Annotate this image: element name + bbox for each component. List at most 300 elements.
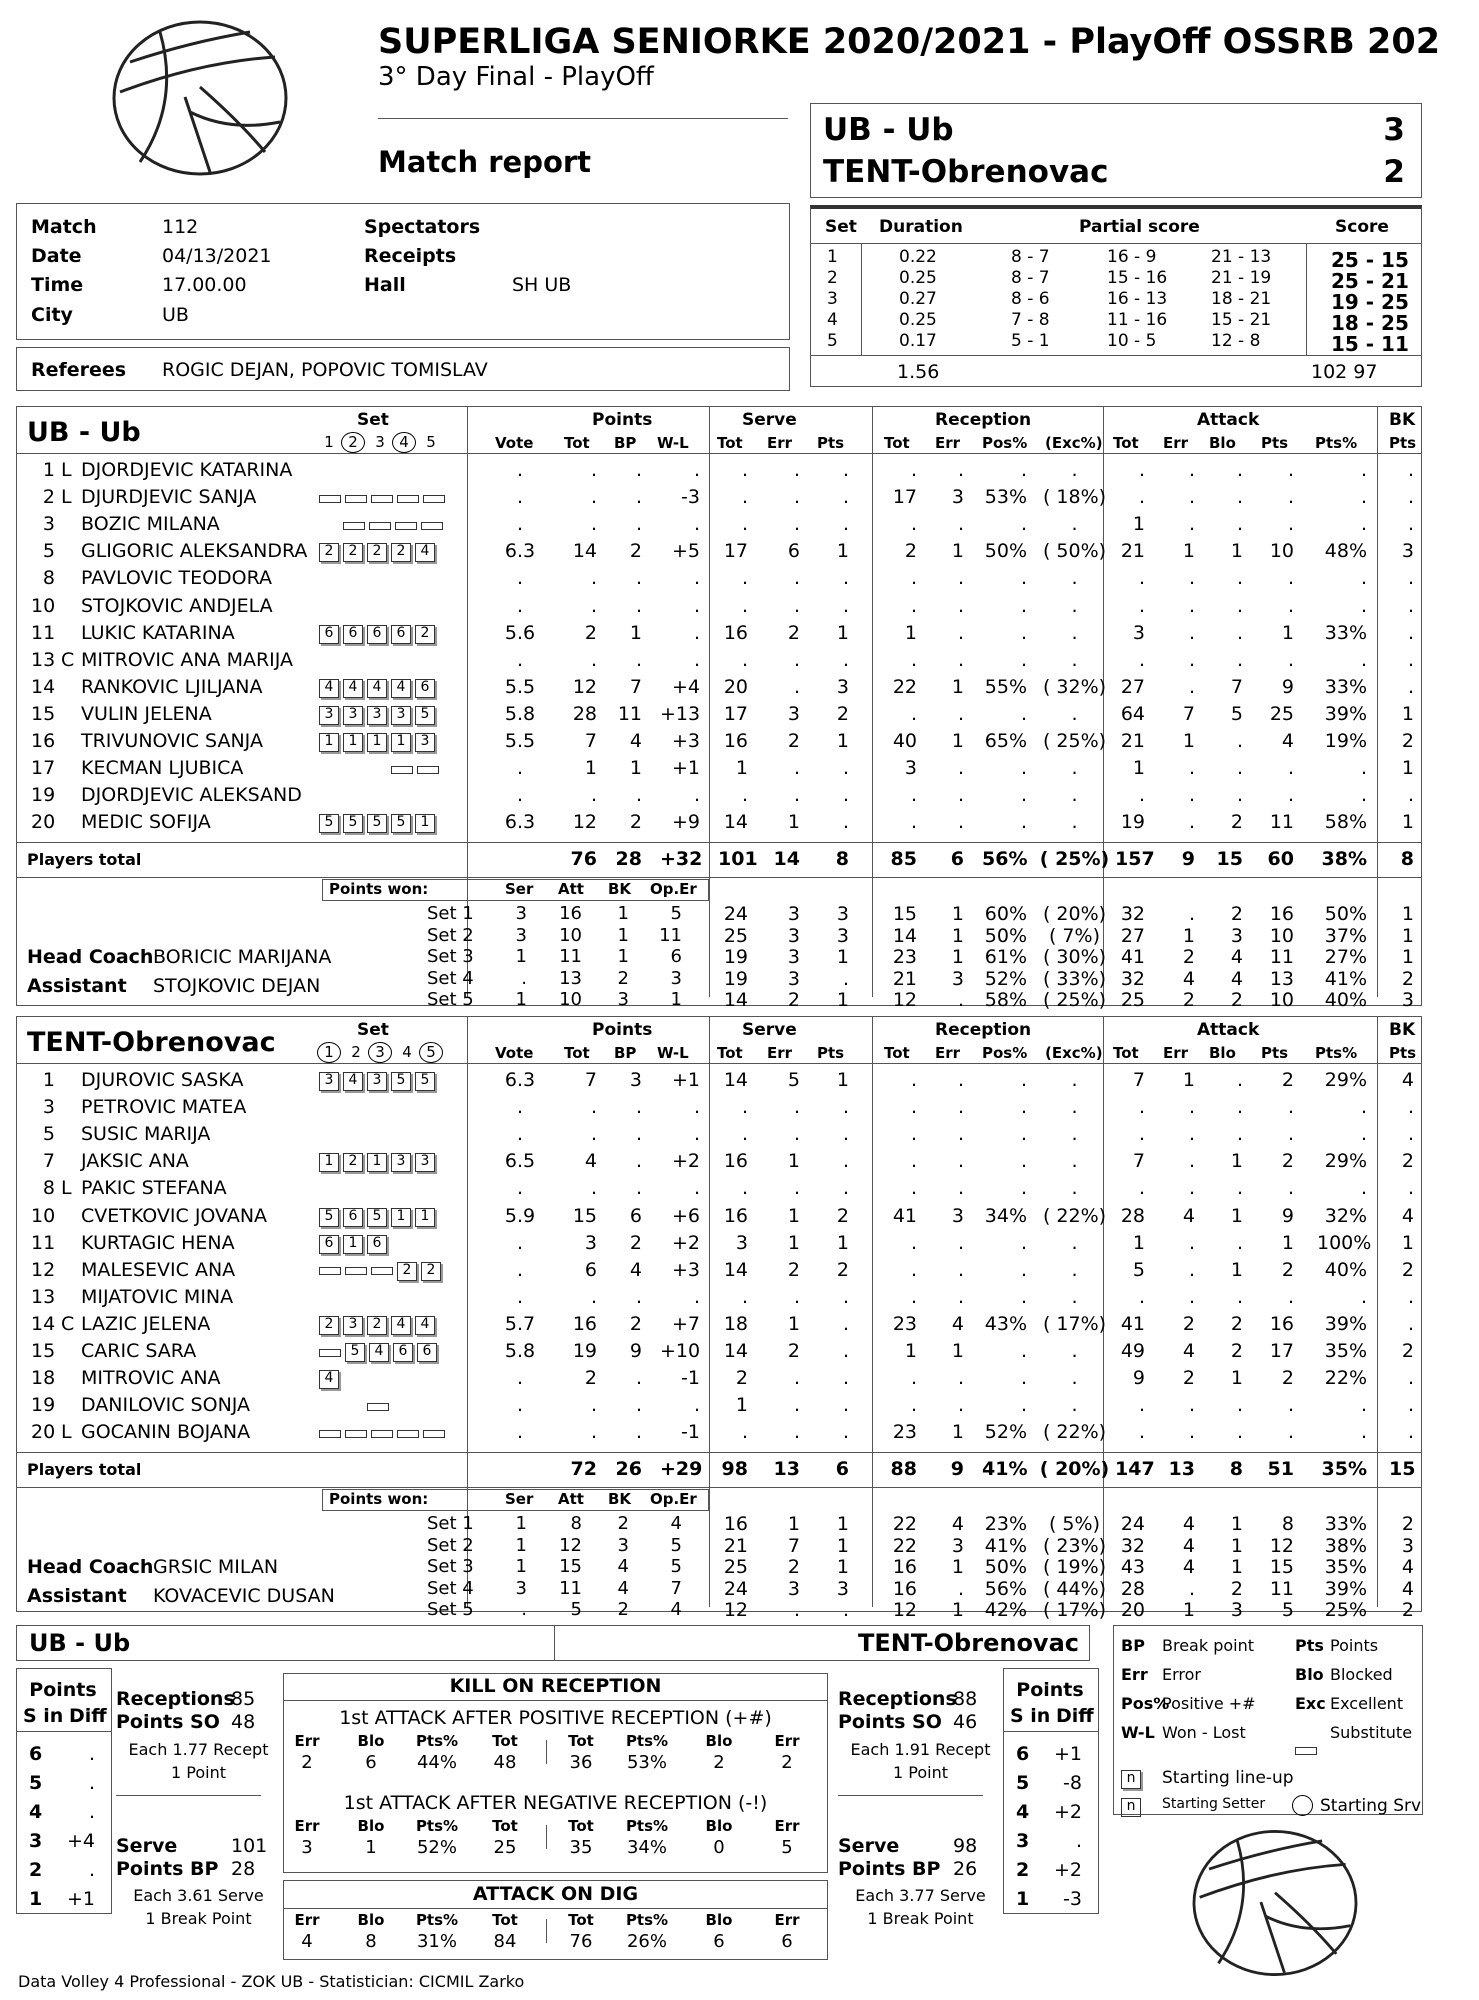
player-bk: 2 [1401,1258,1414,1281]
total-points: 102 97 [1311,361,1378,383]
player-serr: . [793,757,800,780]
player-wl: +9 [671,811,700,834]
set-stat-spts: . [842,967,849,990]
player-rerr: . [957,1367,964,1390]
player-bp: . [635,1421,642,1444]
kill-col-header: Blo [357,1911,385,1929]
player-ptot: 1 [584,757,597,780]
set-number: 5 [426,433,436,451]
operr-header: Op.Er [650,880,697,899]
away-rotation-box [1003,1668,1099,1914]
partial-score: 16 - 9 [1107,247,1157,267]
kill-col-value: 44% [416,1752,457,1773]
player-bk: . [1407,1312,1414,1335]
wl-header: W-L [657,434,689,452]
player-rerr: . [957,648,964,671]
player-bp: . [635,784,642,807]
player-serr: . [793,1421,800,1444]
player-rerr: . [957,594,964,617]
player-name: MALESEVIC ANA [81,1258,236,1281]
player-spts: 2 [836,1258,849,1281]
starting-position: 2 [367,1316,387,1335]
player-ablo: 1 [1230,1258,1243,1281]
set-stat-att: 12 [559,1534,582,1556]
player-ablo: 1 [1230,1367,1243,1390]
set-stat-bk: 4 [617,1556,629,1578]
player-serr: . [793,675,800,698]
player-aptsp: 100% [1317,1231,1372,1254]
player-ablo: . [1236,567,1243,590]
player-bk: . [1407,594,1414,617]
player-bp: . [635,513,642,536]
kill-col-value: 34% [626,1837,667,1858]
player-wl: +1 [671,1069,700,1091]
player-spts: . [842,811,849,834]
serve-label: Serve [116,1835,178,1857]
player-atot: 1 [1132,757,1145,780]
kill-col-header: Tot [568,1817,594,1835]
player-wl: +3 [671,730,700,752]
column-divider [872,407,873,997]
kill-col-value: 52% [416,1837,457,1858]
set-stat-aptsp: 38% [1324,1534,1367,1557]
set-number-row [317,1040,446,1063]
substitute-marker [421,522,443,530]
player-set-rotations [319,677,439,699]
player-wl: . [693,621,700,644]
player-ptot: . [590,459,597,481]
player-spts: . [842,757,849,780]
kill-col-header: Tot [568,1732,594,1750]
tot-header: Tot [884,1044,910,1062]
rotation-diff: +4 [66,1830,95,1852]
player-bp: . [635,1177,642,1200]
total-atot: 157 [1115,848,1155,871]
player-aptsp: 39% [1324,1312,1367,1335]
total-rexc: ( 20%) [1039,1458,1110,1481]
set-stats-label: Set 3 [427,1556,474,1578]
player-vote: . [516,1285,524,1308]
player-aptsp: 58% [1324,811,1367,834]
total-ablo: 8 [1229,1458,1243,1481]
starting-position: 6 [319,1235,339,1254]
player-ptot: . [590,1177,597,1200]
match-date: 04/13/2021 [162,245,272,267]
player-rpos: . [1020,1123,1027,1146]
starting-position: 5 [415,1072,435,1091]
assistant-name: KOVACEVIC DUSAN [153,1585,335,1608]
report-title: SUPERLIGA SENIORKE 2020/2021 - PlayOff OSSRB 202 [378,22,1441,62]
set-stat-serr: 3 [787,903,800,926]
player-serr: . [793,1123,800,1146]
set-number-row [317,430,443,453]
set-stat-spts: 3 [836,903,849,926]
player-number: 5 [42,540,55,563]
player-rexc: ( 17%) [1042,1312,1107,1335]
player-aerr: 7 [1182,702,1195,725]
set-stat-bk: 4 [1401,1577,1414,1600]
substitute-marker [343,522,365,530]
player-role: C [61,1312,75,1335]
player-aerr: . [1188,1285,1195,1308]
tot-header: Tot [1113,434,1139,452]
rotation-diff: . [88,1859,95,1881]
kill-col-value: 36 [569,1752,593,1773]
player-rexc: . [1071,459,1078,481]
set-stat-stot: 12 [723,1599,748,1622]
partial-score: 5 - 1 [1011,331,1050,351]
total-aptsp: 38% [1321,848,1367,871]
player-apts: 2 [1281,1150,1294,1173]
team-name: TENT-Obrenovac [27,1027,276,1058]
rotation-serve-index: 4 [29,1801,43,1823]
rec-value: 88 [953,1688,978,1710]
set-stat-rerr: 3 [951,967,964,990]
player-spts: . [842,459,849,481]
set-stat-rerr: 1 [951,1599,964,1622]
player-ptot: 6 [584,1258,597,1281]
player-ablo: . [1236,784,1243,807]
player-stot: . [741,784,748,807]
player-wl: +7 [671,1312,700,1335]
rotation-serve-index: 5 [1016,1772,1030,1794]
set-stat-rpos: 61% [984,946,1027,969]
player-bk: 4 [1401,1069,1414,1091]
time-label: Time [31,274,84,296]
set-stat-serr: 7 [787,1534,800,1557]
set-number: 2 [341,432,365,453]
player-wl: +5 [671,540,700,563]
player-bp: . [635,459,642,481]
partial-score: 18 - 21 [1211,289,1272,309]
player-atot: 28 [1120,1204,1145,1227]
player-vote: 5.5 [504,675,536,698]
player-bp: . [635,567,642,590]
set-stat-rexc: ( 30%) [1042,946,1107,969]
player-rtot: . [910,459,917,481]
rotation-serve-index: 2 [29,1859,43,1881]
substitute-marker [397,495,419,503]
player-rexc: ( 18%) [1042,486,1107,509]
player-bp: 9 [629,1340,642,1362]
player-rtot: 1 [904,621,917,644]
set-stat-rexc: ( 23%) [1042,1534,1107,1557]
player-ptot: 4 [584,1150,597,1173]
player-aerr: 4 [1182,1204,1195,1227]
set-stat-serr: 1 [787,1513,800,1536]
set-stat-stot: 14 [723,989,748,1012]
set-stat-apts: 11 [1269,946,1294,969]
player-rerr: . [957,1231,964,1254]
set-stat-rerr: 4 [951,1513,964,1536]
player-atot: 41 [1120,1312,1145,1335]
substitute-marker [319,1430,341,1438]
player-aerr: . [1188,459,1195,481]
player-vote: . [516,1367,524,1390]
player-set-rotations [319,1368,439,1390]
total-ptot: 76 [570,848,597,871]
player-bp: 6 [629,1204,642,1227]
player-ptot: 19 [572,1340,597,1362]
player-stot: . [741,567,748,590]
set-stat-ser: 1 [515,1534,527,1556]
player-wl: +1 [671,757,700,780]
player-stot: . [741,1123,748,1146]
summary-team-header [16,1625,1090,1661]
starting-position: 3 [319,706,339,725]
substitute-marker [319,1349,341,1357]
player-wl: -1 [681,1367,700,1390]
sets-divider [811,355,1421,356]
total-apts: 60 [1267,848,1294,871]
player-vote: . [516,1123,524,1146]
player-apts: 1 [1281,621,1294,644]
reception-header: Reception [935,1020,1032,1040]
starting-position: 2 [343,1153,363,1172]
player-serr: . [793,486,800,509]
bp-label: Points BP [838,1858,941,1880]
player-bk: 4 [1401,1204,1414,1227]
set-stat-bk: 2 [1401,1513,1414,1536]
home-sets-won: 3 [1383,112,1405,148]
player-aptsp: . [1360,486,1367,509]
player-number: 18 [31,1367,56,1390]
player-serr: . [793,513,800,536]
rotation-sin-label: S in [1010,1705,1051,1727]
starting-position: 1 [415,1208,435,1227]
player-rpos: 53% [984,486,1027,509]
player-aerr: . [1188,648,1195,671]
substitute-marker [391,766,413,774]
set-stat-atot: 25 [1120,989,1145,1012]
column-divider [709,407,710,997]
player-atot: 9 [1132,1367,1145,1390]
total-duration: 1.56 [897,361,940,383]
player-name: LAZIC JELENA [81,1312,211,1335]
player-apts: 9 [1281,1204,1294,1227]
player-bk: . [1407,1367,1414,1390]
set-stat-aptsp: 50% [1324,903,1367,926]
player-vote: . [516,757,524,780]
ser-header: Ser [505,1490,534,1509]
player-atot: 3 [1132,621,1145,644]
set-header: Set [357,1020,389,1040]
player-set-rotations [319,812,439,834]
starting-position: 4 [367,679,387,698]
player-ablo: . [1236,1177,1243,1200]
rotation-serve-index: 5 [29,1772,43,1794]
set-stat-aerr: 1 [1182,1599,1195,1622]
player-aerr: 1 [1182,730,1195,752]
total-divider [17,877,1421,878]
starting-position: 3 [391,1153,411,1172]
player-apts: 16 [1269,1312,1294,1335]
player-name: CVETKOVIC JOVANA [81,1204,268,1227]
each-recept: Each 1.77 Recept [128,1740,269,1759]
set-stat-rtot: 15 [892,903,917,926]
player-bk: . [1407,1177,1414,1200]
kill-col-value: 0 [713,1837,725,1858]
player-bp: 4 [629,1258,642,1281]
set-score: 19 - 25 [1331,290,1409,314]
player-spts: . [842,1367,849,1390]
player-name: PAVLOVIC TEODORA [81,567,273,590]
partial-score: 21 - 19 [1211,268,1272,288]
player-number: 1 [42,459,55,481]
player-rexc: . [1071,757,1078,780]
player-apts: 25 [1269,702,1294,725]
set-stat-aptsp: 41% [1324,967,1367,990]
player-atot: . [1138,784,1145,807]
player-aptsp: . [1360,567,1367,590]
partial-score: 21 - 13 [1211,247,1272,267]
player-ptot: . [590,784,597,807]
starting-position: 3 [415,1153,435,1172]
player-serr: . [793,1285,800,1308]
set-stat-rerr: 1 [951,924,964,947]
player-rerr: . [957,1069,964,1091]
player-bk: . [1407,513,1414,536]
player-rexc: ( 32%) [1042,675,1107,698]
legend-value: Points [1330,1636,1379,1655]
pts-header: Pts [1261,1044,1289,1062]
column-divider [1377,1017,1378,1607]
total-bk: 8 [1400,848,1414,871]
set-score: 25 - 21 [1331,269,1409,293]
total-spts: 8 [835,848,849,871]
set-stat-aerr: 1 [1182,924,1195,947]
player-set-rotations [319,1260,445,1282]
players-total-label: Players total [27,850,142,870]
bk-header: BK [608,1490,632,1509]
player-vote: 5.9 [504,1204,536,1227]
player-vote: 5.8 [504,702,536,725]
kill-col-header: Blo [705,1732,733,1750]
player-set-rotations [319,623,439,645]
player-aptsp: 32% [1324,1204,1367,1227]
total-divider [17,1487,1421,1488]
set-stat-rtot: 16 [892,1556,917,1579]
legend-key: Exc [1295,1694,1326,1713]
player-wl: +10 [660,1340,701,1362]
player-rtot: 17 [892,486,917,509]
player-rerr: . [957,1258,964,1281]
player-rtot: 23 [892,1421,917,1444]
set-duration: 0.22 [899,247,937,267]
starting-position: 5 [367,814,387,833]
home-rotation-box [16,1668,112,1914]
exc-header: (Exc%) [1045,434,1103,452]
starting-position: 4 [343,679,363,698]
player-number: 13 [31,648,56,671]
date-label: Date [31,245,82,267]
player-rexc: . [1071,1258,1078,1281]
kill-col-value: 6 [781,1931,793,1952]
sets-table [810,205,1422,387]
player-wl: . [693,784,700,807]
set-stat-spts: 1 [836,946,849,969]
rec-label: Receptions [838,1688,957,1710]
set-stat-rexc: ( 5%) [1048,1513,1100,1536]
set-stat-rtot: 16 [892,1577,917,1600]
player-rexc: ( 25%) [1042,730,1107,752]
set-stat-bk: 1 [1401,924,1414,947]
player-vote: . [516,1258,524,1281]
player-vote: . [516,1231,524,1254]
starting-position: 4 [369,1343,389,1362]
vote-header: Vote [495,434,534,452]
player-rexc: . [1071,1096,1078,1119]
player-aerr: 1 [1182,1069,1195,1091]
starting-setter-icon: n [1121,1798,1141,1817]
blo-header: Blo [1209,434,1236,452]
set-stat-rpos: 41% [984,1534,1027,1557]
rotation-diff: . [88,1772,95,1794]
player-number: 11 [31,1231,56,1254]
starting-position: 1 [367,1153,387,1172]
legend-key: Err [1121,1665,1148,1684]
set-stat-apts: 11 [1269,1577,1294,1600]
away-sets-won: 2 [1383,154,1405,190]
receipts-label: Receipts [364,245,457,267]
set-stat-spts: 1 [836,1556,849,1579]
set-stats-label: Set 2 [427,924,474,946]
player-rerr: 3 [951,1204,964,1227]
player-serr: . [793,1177,800,1200]
player-bk: . [1407,1394,1414,1417]
starting-position: 1 [343,1235,363,1254]
sets-vline [1306,243,1307,355]
set-stat-apts: 15 [1269,1556,1294,1579]
player-rerr: . [957,784,964,807]
set-stat-ser: 1 [515,1556,527,1578]
player-stot: . [741,648,748,671]
set-number: 1 [317,1042,341,1063]
set-stat-apts: 8 [1281,1513,1294,1536]
player-atot: . [1138,459,1145,481]
set-stat-ser: 3 [515,924,527,946]
partial-score: 10 - 5 [1107,331,1157,351]
substitute-marker [397,1430,419,1438]
player-bk: . [1407,1285,1414,1308]
player-rexc: . [1071,1069,1078,1091]
player-wl: -3 [681,486,700,509]
player-rexc: . [1071,1177,1078,1200]
player-apts: . [1287,1177,1294,1200]
player-stot: 14 [723,1069,748,1091]
set-score: 15 - 11 [1331,332,1409,356]
set-stat-att: 13 [559,967,582,989]
partial-score: 8 - 6 [1011,289,1050,309]
set-stats-label: Set 5 [427,989,474,1011]
kill-col-value: 35 [569,1837,593,1858]
player-spts: . [842,594,849,617]
player-rpos: . [1020,1177,1027,1200]
points-won-label: Points won: [329,1490,429,1509]
total-aerr: 13 [1168,1458,1195,1481]
rotation-diff-label: Diff [69,1705,107,1727]
dig-title: ATTACK ON DIG [472,1883,639,1905]
player-rexc: . [1071,648,1078,671]
player-rpos: . [1020,1367,1027,1390]
hall-label: Hall [364,274,406,296]
player-spts: 1 [836,730,849,752]
player-apts: . [1287,459,1294,481]
player-rerr: . [957,1150,964,1173]
set-stat-aerr: . [1188,903,1195,926]
rec-divider [838,1795,983,1796]
set-stat-aptsp: 37% [1324,924,1367,947]
